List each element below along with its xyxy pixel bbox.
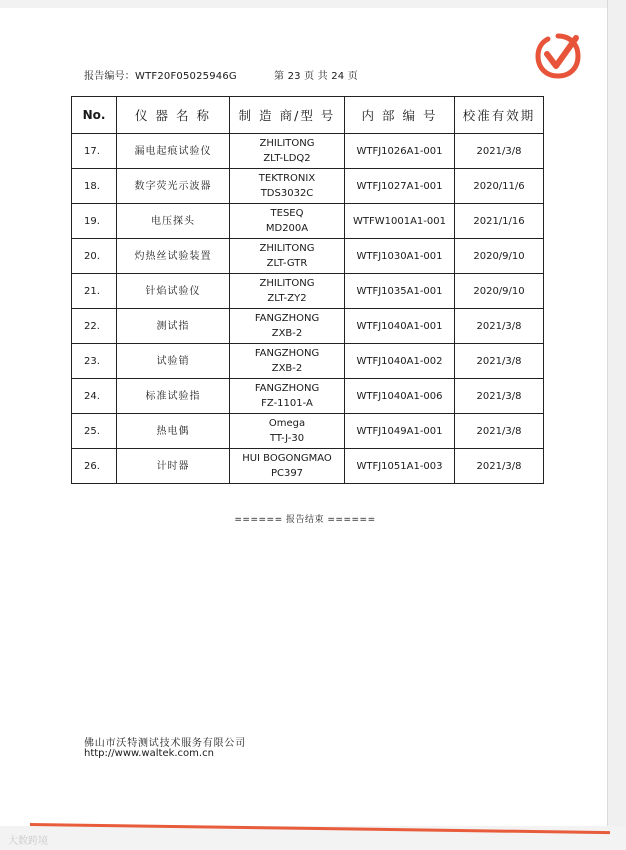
maker: FANGZHONG [254, 348, 320, 359]
table-row [72, 449, 544, 484]
model: ZLT-ZY2 [267, 293, 307, 304]
page-info: 第 23 页 共 24 页 [274, 71, 358, 82]
cell-no [72, 239, 117, 274]
scan-edge-right [607, 0, 626, 850]
scan-edge-top [0, 0, 626, 8]
internal-code: WTFJ1030A1-001 [356, 250, 443, 262]
instrument-table [71, 96, 544, 484]
instrument-name: 灼热丝试验装置 [134, 250, 212, 262]
row-number: 20. [84, 250, 100, 262]
footer-url: http://www.waltek.com.cn [84, 748, 214, 759]
cell-validity [455, 204, 544, 239]
cell-name [117, 204, 230, 239]
instrument-name: 针焰试验仪 [145, 285, 201, 297]
cell-internal-code [345, 344, 455, 379]
row-number: 25. [84, 425, 100, 437]
validity-date: 2021/3/8 [476, 320, 522, 332]
col-header-validity: 校准有效期 [455, 97, 544, 134]
instrument-name: 测试指 [156, 320, 190, 332]
row-number: 23. [84, 355, 100, 367]
row-number: 26. [84, 460, 100, 472]
cell-no [72, 134, 117, 169]
cell-name [117, 414, 230, 449]
instrument-name: 标准试验指 [145, 390, 201, 402]
table-row [72, 134, 544, 169]
cell-no [72, 379, 117, 414]
validity-date: 2020/9/10 [473, 250, 525, 262]
check-shield-logo-icon [532, 30, 584, 82]
internal-code: WTFJ1051A1-003 [356, 460, 443, 472]
instrument-name: 热电偶 [156, 425, 190, 437]
cell-maker-model [230, 239, 345, 274]
maker: ZHILITONG [259, 278, 315, 289]
maker: FANGZHONG [254, 383, 320, 394]
internal-code: WTFJ1026A1-001 [356, 145, 443, 157]
instrument-name: 漏电起痕试验仪 [134, 145, 212, 157]
cell-validity [455, 309, 544, 344]
report-header [84, 67, 358, 82]
cell-name [117, 274, 230, 309]
cell-internal-code [345, 309, 455, 344]
validity-date: 2020/11/6 [473, 180, 525, 192]
cell-no [72, 309, 117, 344]
footer-company: 佛山市沃特测试技术服务有限公司 [84, 738, 246, 749]
cell-validity [455, 274, 544, 309]
internal-code: WTFJ1040A1-001 [356, 320, 443, 332]
cell-maker-model [230, 344, 345, 379]
col-header-name: 仪 器 名 称 [117, 97, 230, 134]
cell-internal-code [345, 449, 455, 484]
model: ZXB-2 [271, 363, 303, 374]
internal-code: WTFJ1035A1-001 [356, 285, 443, 297]
cell-internal-code [345, 379, 455, 414]
report-end-marker: ====== 报告结束 ====== [234, 515, 376, 525]
table-row [72, 344, 544, 379]
cell-no [72, 204, 117, 239]
model: ZXB-2 [271, 328, 303, 339]
cell-no [72, 274, 117, 309]
cell-validity [455, 379, 544, 414]
cell-name [117, 309, 230, 344]
validity-date: 2020/9/10 [473, 285, 525, 297]
cell-maker-model [230, 449, 345, 484]
col-header-no: No. [72, 97, 117, 134]
internal-code: WTFJ1049A1-001 [356, 425, 443, 437]
model: MD200A [265, 223, 309, 234]
cell-name [117, 449, 230, 484]
table-row [72, 239, 544, 274]
cell-maker-model [230, 274, 345, 309]
table-row [72, 414, 544, 449]
cell-maker-model [230, 414, 345, 449]
validity-date: 2021/3/8 [476, 460, 522, 472]
internal-code: WTFW1001A1-001 [353, 215, 446, 227]
row-number: 19. [84, 215, 100, 227]
row-number: 24. [84, 390, 100, 402]
maker: TESEQ [270, 208, 304, 219]
cell-validity [455, 344, 544, 379]
internal-code: WTFJ1027A1-001 [356, 180, 443, 192]
validity-date: 2021/3/8 [476, 390, 522, 402]
cell-validity [455, 449, 544, 484]
cell-internal-code [345, 169, 455, 204]
model: TDS3032C [260, 188, 314, 199]
table-header-row [72, 97, 544, 134]
cell-maker-model [230, 134, 345, 169]
table-row [72, 274, 544, 309]
cell-name [117, 169, 230, 204]
validity-date: 2021/3/8 [476, 355, 522, 367]
col-header-internal-code: 内 部 编 号 [345, 97, 455, 134]
watermark: 大数跨境 [8, 836, 48, 847]
cell-maker-model [230, 379, 345, 414]
instrument-name: 计时器 [156, 460, 190, 472]
instrument-name: 电压探头 [151, 215, 195, 227]
table-row [72, 204, 544, 239]
cell-validity [455, 414, 544, 449]
maker: Omega [268, 418, 306, 429]
report-number: 报告编号：WTF20F05025946G [84, 71, 237, 82]
cell-validity [455, 169, 544, 204]
table-row [72, 379, 544, 414]
validity-date: 2021/3/8 [476, 425, 522, 437]
row-number: 21. [84, 285, 100, 297]
cell-no [72, 344, 117, 379]
cell-no [72, 449, 117, 484]
model: PC397 [270, 468, 304, 479]
model: ZLT-LDQ2 [263, 153, 311, 164]
cell-internal-code [345, 239, 455, 274]
cell-internal-code [345, 274, 455, 309]
maker: ZHILITONG [259, 138, 315, 149]
validity-date: 2021/3/8 [476, 145, 522, 157]
cell-validity [455, 239, 544, 274]
cell-name [117, 239, 230, 274]
model: TT-J-30 [269, 433, 305, 444]
maker: TEKTRONIX [258, 173, 316, 184]
model: ZLT-GTR [266, 258, 308, 269]
cell-name [117, 134, 230, 169]
validity-date: 2021/1/16 [473, 215, 525, 227]
col-header-maker-model: 制 造 商/型 号 [230, 97, 345, 134]
maker: ZHILITONG [259, 243, 315, 254]
instrument-name: 数字荧光示波器 [134, 180, 212, 192]
model: FZ-1101-A [261, 398, 313, 409]
row-number: 18. [84, 180, 100, 192]
table-row [72, 169, 544, 204]
cell-no [72, 414, 117, 449]
cell-no [72, 169, 117, 204]
instrument-name: 试验销 [156, 355, 190, 367]
maker: FANGZHONG [254, 313, 320, 324]
row-number: 17. [84, 145, 100, 157]
cell-name [117, 344, 230, 379]
table-row [72, 309, 544, 344]
cell-maker-model [230, 309, 345, 344]
cell-internal-code [345, 204, 455, 239]
internal-code: WTFJ1040A1-002 [356, 355, 443, 367]
cell-name [117, 379, 230, 414]
cell-internal-code [345, 414, 455, 449]
cell-internal-code [345, 134, 455, 169]
maker: HUI BOGONGMAO [242, 453, 332, 464]
internal-code: WTFJ1040A1-006 [356, 390, 443, 402]
cell-validity [455, 134, 544, 169]
cell-maker-model [230, 169, 345, 204]
row-number: 22. [84, 320, 100, 332]
cell-maker-model [230, 204, 345, 239]
